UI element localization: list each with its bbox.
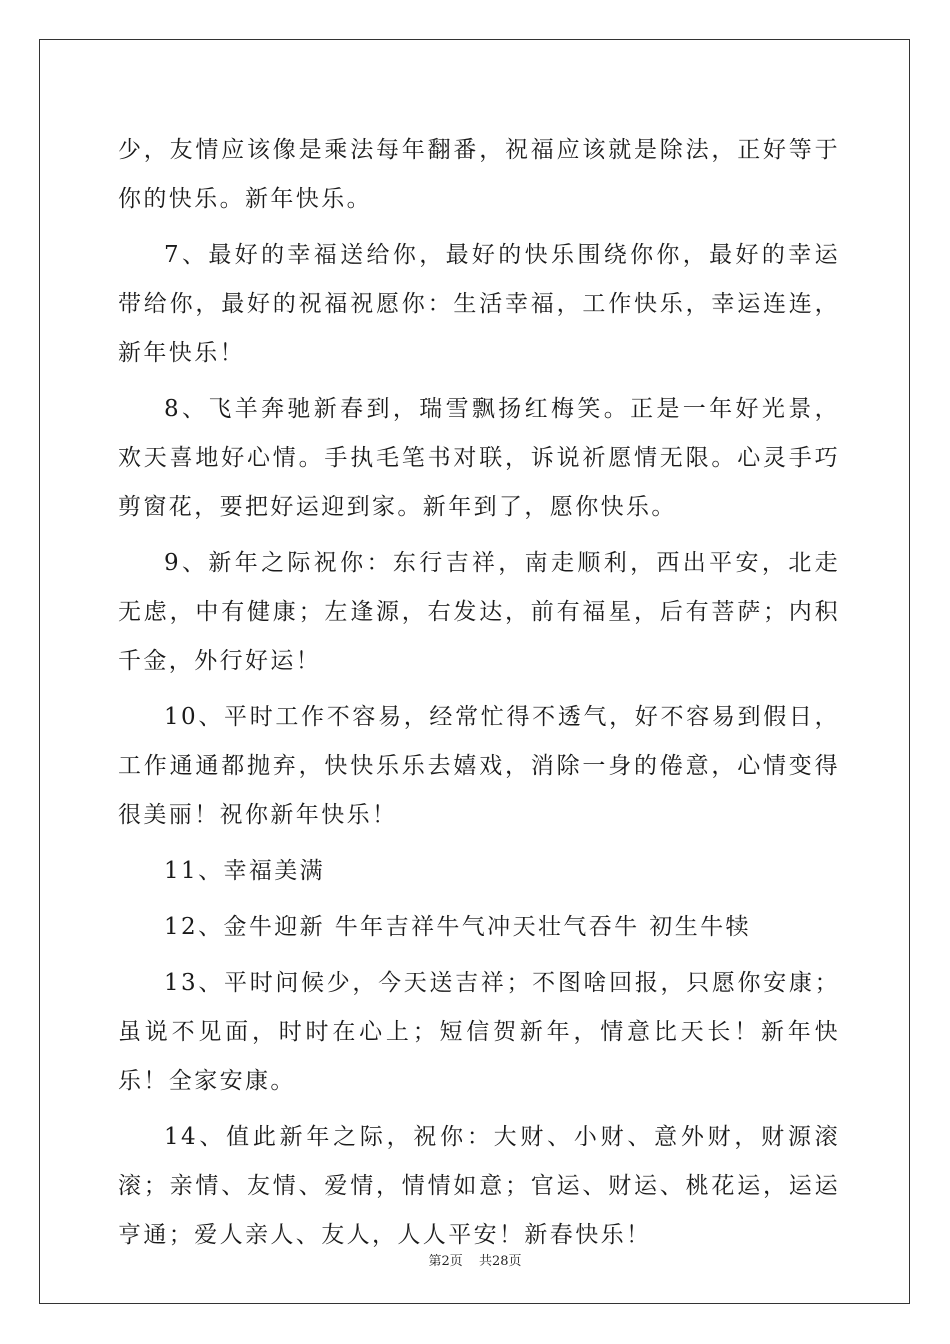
paragraph-item-12: 12、金牛迎新 牛年吉祥牛气冲天壮气吞牛 初生牛犊 (164, 914, 751, 940)
paragraph-item-11: 11、幸福美满 (164, 858, 326, 884)
paragraph-item-13: 13、平时问候少，今天送吉祥；不图啥回报，只愿你安康；虽说不见面，时时在心上；短信贺新年，情意比天长！新年快乐！全家安康。 (118, 970, 840, 1094)
page-number: 第2页 (428, 1254, 463, 1269)
paragraph-item-9: 9、新年之际祝你：东行吉祥，南走顺利，西出平安，北走无虑，中有健康；左逢源，右发达，前有福星，后有菩萨；内积千金，外行好运！ (118, 550, 840, 674)
paragraph-item-8: 8、飞羊奔驰新春到，瑞雪飘扬红梅笑。正是一年好光景，欢天喜地好心情。手执毛笔书对联，诉说祈愿情无限。心灵手巧剪窗花，要把好运迎到家。新年到了，愿你快乐。 (118, 396, 840, 520)
paragraph-item-10: 10、平时工作不容易，经常忙得不透气，好不容易到假日，工作通通都抛弃，快快乐乐去嬉戏，消除一身的倦意，心情变得很美丽！祝你新年快乐！ (118, 704, 840, 828)
total-pages: 共28页 (478, 1254, 522, 1269)
page-footer (0, 1250, 950, 1269)
paragraph-continuation: 少，友情应该像是乘法每年翻番，祝福应该就是除法，正好等于你的快乐。新年快乐。 (118, 137, 840, 212)
document-body (118, 126, 840, 1267)
paragraph-item-14: 14、值此新年之际，祝你：大财、小财、意外财，财源滚滚；亲情、友情、爱情，情情如意；官运、财运、桃花运，运运亨通；爱人亲人、友人，人人平安！新春快乐！ (118, 1124, 840, 1248)
paragraph-item-7: 7、最好的幸福送给你，最好的快乐围绕你你，最好的幸运带给你，最好的祝福祝愿你：生活幸福，工作快乐，幸运连连，新年快乐！ (118, 242, 840, 366)
